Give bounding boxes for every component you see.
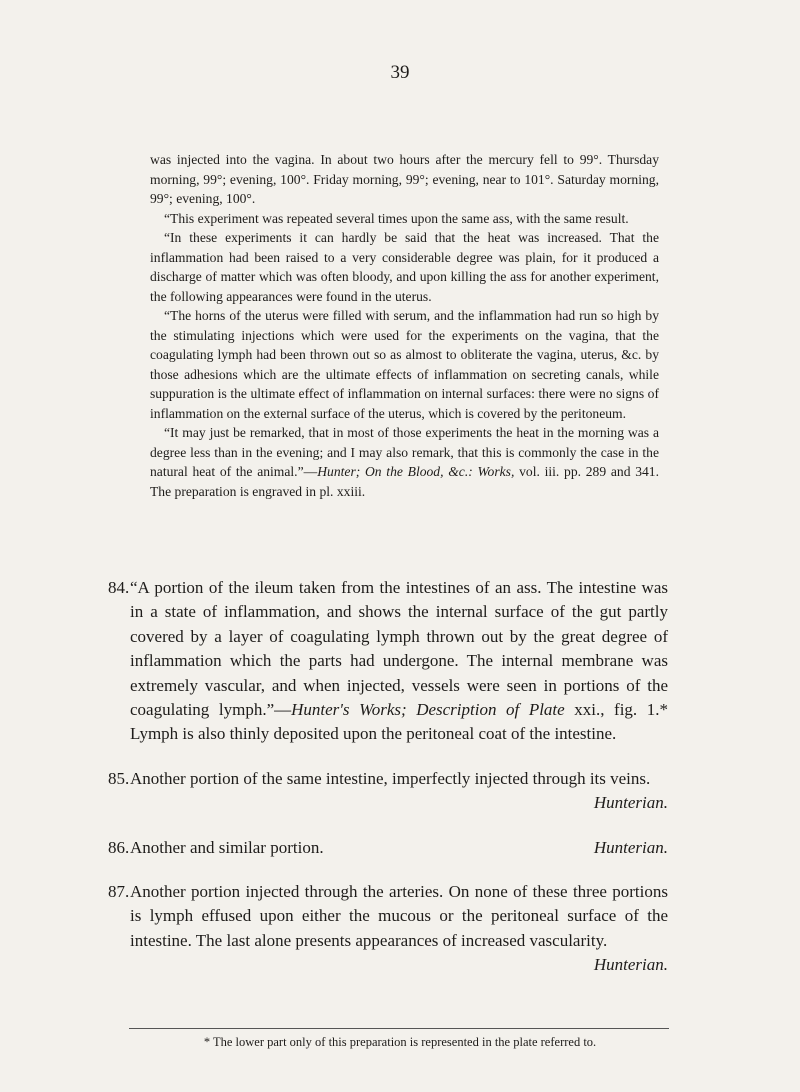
catalogue-entry-84 bbox=[108, 576, 668, 747]
quote-paragraph bbox=[150, 423, 659, 501]
citation: Hunter; On the Blood, &c.: Works, bbox=[317, 464, 515, 479]
entry-number: 86. bbox=[108, 837, 130, 857]
quote-paragraph: was injected into the vagina. In about two hours after the mercury fell to 99°. Thursday morning, 99°; evening, 100°. Friday morning, 99°; evening, near to 101°. Saturday morning, 99°; evening, 100°. bbox=[150, 152, 659, 206]
entry-source: Hunterian. bbox=[593, 955, 668, 975]
entry-text: Another and similar portion. bbox=[130, 837, 324, 857]
catalogue-entry-85 bbox=[108, 767, 668, 816]
entry-number: 84. bbox=[108, 578, 130, 597]
catalogue-entry-86 bbox=[108, 836, 668, 860]
citation: Hunter's Works; Description of Plate bbox=[291, 700, 565, 720]
entry-source: Hunterian. bbox=[593, 837, 668, 857]
quote-text: “It may just be remarked, that in most of those experiments the heat in the morning was a degree less than in the evening; and I may also remark, that this is commonly the case in the natural heat of the animal.”— bbox=[150, 425, 659, 479]
entry-source: Hunterian. bbox=[593, 793, 668, 813]
catalogue-entries bbox=[108, 576, 668, 998]
footnote-divider bbox=[129, 1028, 669, 1029]
page-number: 39 bbox=[390, 62, 410, 83]
quoted-passage bbox=[150, 150, 659, 501]
entry-number: 87. bbox=[108, 882, 130, 902]
entry-text: “A portion of the ileum taken from the intestines of an ass. The intestine was in a state of inflammation, and shows the internal surface of the gut partly covered by a layer of coagulating lymph thrown out by the great degree of inflammation which the parts had undergone. The internal membrane was extremely vascular, and when injected, vessels were seen in portions of the coagulating lymph.”— bbox=[130, 578, 668, 720]
entry-text: Another portion injected through the arteries. On none of these three portions is lymph effused upon either the mucous or the peritoneal surface of the intestine. The last alone presents appearances of increased vascularity. bbox=[130, 882, 668, 950]
entry-text: xxi., fig. 1.* Lymph is also thinly deposited upon the peritoneal coat of the intestine. bbox=[130, 700, 668, 744]
quote-text: vol. iii. pp. 289 and 341. The preparation is engraved in pl. xxiii. bbox=[150, 464, 660, 499]
quote-paragraph: “The horns of the uterus were filled with serum, and the inflammation had run so high by the stimulating injections which were used for the experiments on the vagina, that the coagulating lymph had been thrown out so as almost to obliterate the vagina, uterus, &c. by those adhesions which are the ultimate effects of inflammation on secreting canals, while suppuration is the ultimate effect of inflammation on internal surfaces: there were no signs of inflammation on the external surface of the uterus, which is covered by the peritoneum. bbox=[150, 308, 659, 421]
entry-text: Another portion of the same intestine, imperfectly injected through its veins. bbox=[130, 768, 651, 788]
quote-paragraph: “This experiment was repeated several times upon the same ass, with the same result. bbox=[164, 210, 629, 226]
quote-paragraph: “In these experiments it can hardly be said that the heat was increased. That the inflammation had been raised to a very considerable degree was plain, for it produced a discharge of matter which was often bloody, and upon killing the ass for another experiment, the following appearances were found in the uterus. bbox=[150, 230, 659, 304]
catalogue-entry-87 bbox=[108, 880, 668, 978]
entry-number: 85. bbox=[108, 768, 130, 788]
footnote: * The lower part only of this preparation is represented in the plate referred to. bbox=[203, 1035, 597, 1049]
